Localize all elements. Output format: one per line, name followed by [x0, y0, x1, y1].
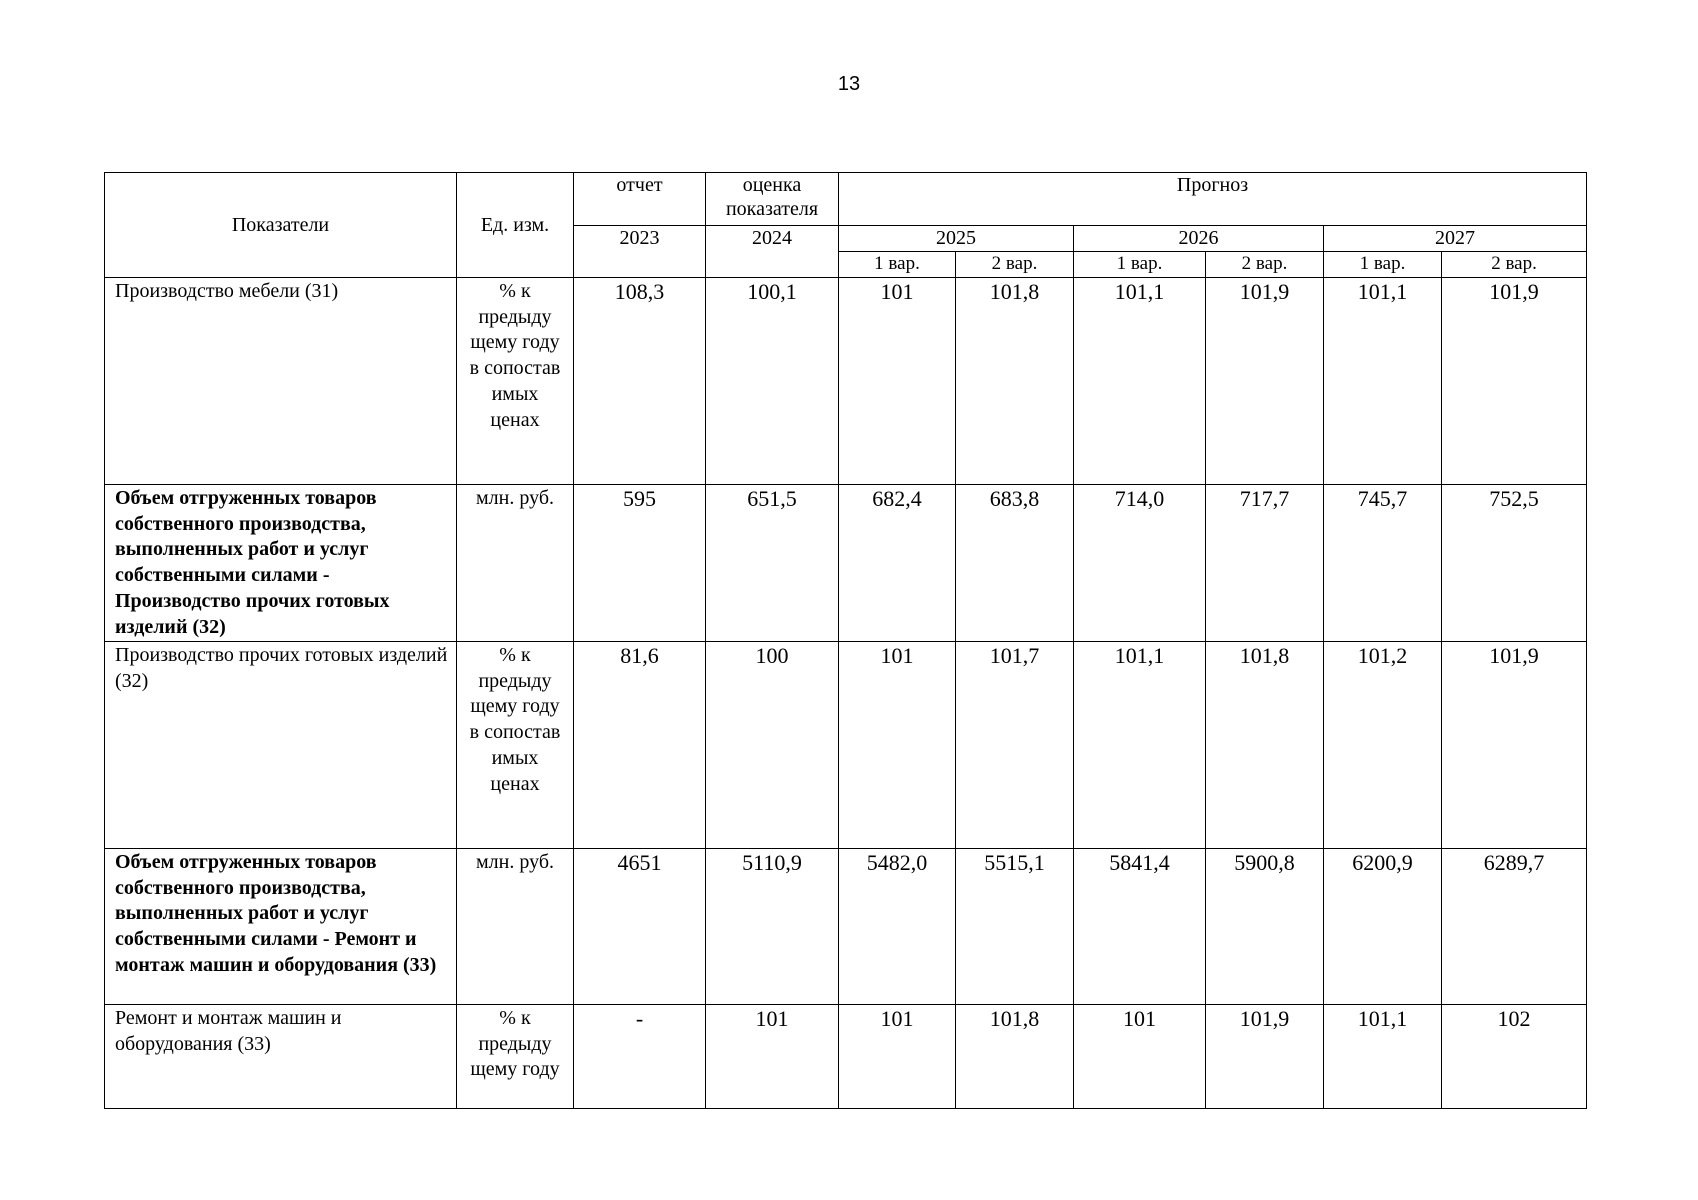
table-row: [105, 849, 1587, 1005]
value-2027-var1: 101,1: [1324, 1005, 1442, 1109]
value-2027-var1: 101,2: [1324, 642, 1442, 849]
value-2025-var2: 101,8: [956, 278, 1074, 485]
row-unit: % к предыду щему году: [457, 1005, 574, 1109]
value-2023: 108,3: [574, 278, 706, 485]
value-2026-var1: 101: [1074, 1005, 1206, 1109]
header-2025-var2: 2 вар.: [956, 252, 1074, 278]
header-report: отчет: [574, 173, 706, 226]
row-indicator: Производство прочих готовых изделий (32): [105, 642, 457, 849]
header-2025-var1: 1 вар.: [839, 252, 956, 278]
value-2027-var1: 101,1: [1324, 278, 1442, 485]
value-2025-var2: 5515,1: [956, 849, 1074, 1005]
value-2026-var1: 101,1: [1074, 278, 1206, 485]
header-year-2027: 2027: [1324, 226, 1587, 252]
value-2025-var1: 682,4: [839, 485, 956, 642]
header-2027-var1: 1 вар.: [1324, 252, 1442, 278]
value-2025-var1: 5482,0: [839, 849, 956, 1005]
header-year-2023: 2023: [574, 226, 706, 278]
header-unit: Ед. изм.: [457, 173, 574, 278]
header-year-2025: 2025: [839, 226, 1074, 252]
row-indicator: Объем отгруженных товаров собственного производства, выполненных работ и услуг собственными силами - Ремонт и монтаж машин и оборудования (33): [105, 849, 457, 1005]
value-2026-var2: 101,9: [1206, 1005, 1324, 1109]
row-unit: % к предыду щему году в сопостав имых ценах: [457, 642, 574, 849]
value-2027-var2: 752,5: [1442, 485, 1587, 642]
header-2026-var2: 2 вар.: [1206, 252, 1324, 278]
value-2026-var1: 5841,4: [1074, 849, 1206, 1005]
value-2024: 651,5: [706, 485, 839, 642]
row-unit: млн. руб.: [457, 485, 574, 642]
row-indicator: Объем отгруженных товаров собственного производства, выполненных работ и услуг собственными силами - Производство прочих готовых изделий (32): [105, 485, 457, 642]
value-2024: 5110,9: [706, 849, 839, 1005]
table-row: [105, 1005, 1587, 1109]
header-2027-var2: 2 вар.: [1442, 252, 1587, 278]
value-2025-var2: 683,8: [956, 485, 1074, 642]
value-2026-var2: 5900,8: [1206, 849, 1324, 1005]
value-2024: 100,1: [706, 278, 839, 485]
value-2027-var2: 101,9: [1442, 278, 1587, 485]
header-2026-var1: 1 вар.: [1074, 252, 1206, 278]
value-2027-var2: 102: [1442, 1005, 1587, 1109]
value-2027-var1: 745,7: [1324, 485, 1442, 642]
value-2024: 100: [706, 642, 839, 849]
table-row: [105, 642, 1587, 849]
row-indicator: Производство мебели (31): [105, 278, 457, 485]
value-2025-var1: 101: [839, 1005, 956, 1109]
value-2023: 595: [574, 485, 706, 642]
header-estimate: оценка показателя: [706, 173, 839, 226]
value-2023: 4651: [574, 849, 706, 1005]
value-2026-var2: 717,7: [1206, 485, 1324, 642]
value-2027-var2: 6289,7: [1442, 849, 1587, 1005]
forecast-table: [104, 172, 1587, 1109]
table-row: [105, 485, 1587, 642]
value-2026-var2: 101,8: [1206, 642, 1324, 849]
header-year-2024: 2024: [706, 226, 839, 278]
header-indicator: Показатели: [105, 173, 457, 278]
value-2025-var2: 101,8: [956, 1005, 1074, 1109]
row-indicator: Ремонт и монтаж машин и оборудования (33): [105, 1005, 457, 1109]
row-unit: млн. руб.: [457, 849, 574, 1005]
value-2023: -: [574, 1005, 706, 1109]
value-2025-var1: 101: [839, 642, 956, 849]
value-2024: 101: [706, 1005, 839, 1109]
value-2026-var1: 714,0: [1074, 485, 1206, 642]
value-2025-var2: 101,7: [956, 642, 1074, 849]
page-number: 13: [837, 73, 861, 95]
value-2026-var1: 101,1: [1074, 642, 1206, 849]
value-2027-var1: 6200,9: [1324, 849, 1442, 1005]
header-year-2026: 2026: [1074, 226, 1324, 252]
value-2025-var1: 101: [839, 278, 956, 485]
value-2026-var2: 101,9: [1206, 278, 1324, 485]
value-2027-var2: 101,9: [1442, 642, 1587, 849]
table-row: [105, 278, 1587, 485]
value-2023: 81,6: [574, 642, 706, 849]
row-unit: % к предыду щему году в сопостав имых ценах: [457, 278, 574, 485]
header-forecast: Прогноз: [839, 173, 1587, 226]
